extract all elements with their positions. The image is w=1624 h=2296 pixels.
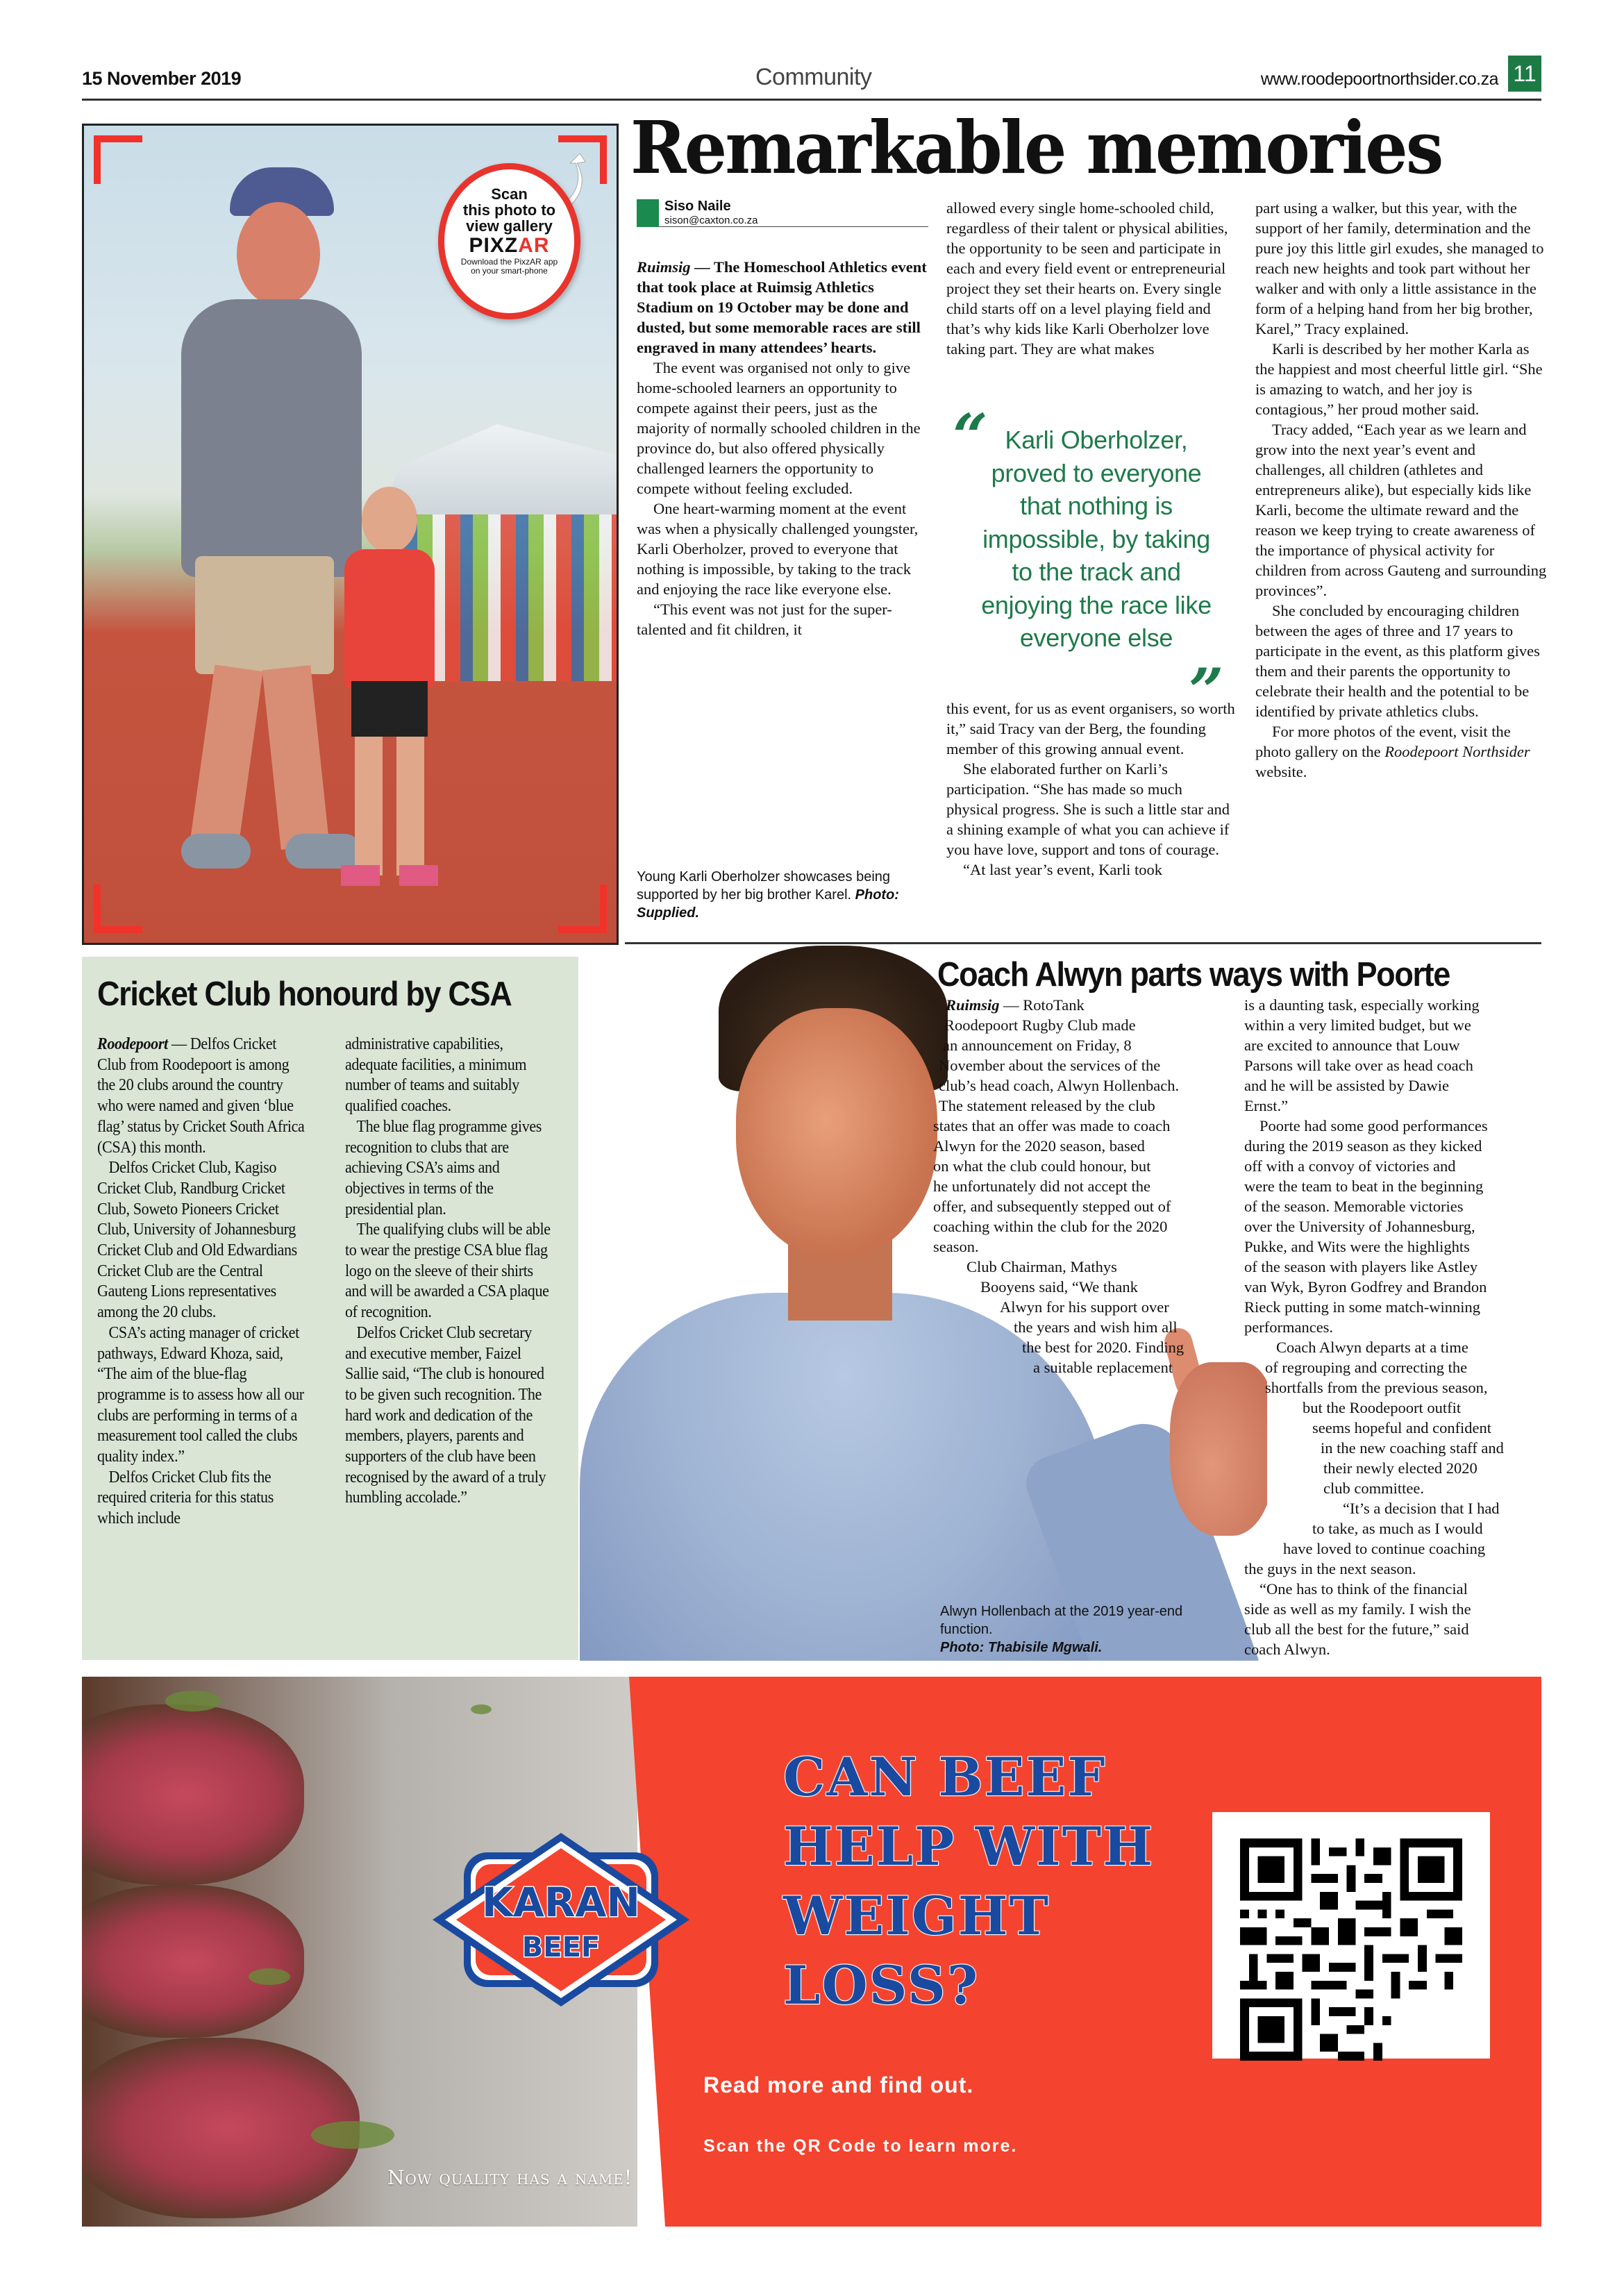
badge-line-1: Scan <box>491 185 528 203</box>
paragraph: “This event was not just for the super-talented and fit children, it <box>637 601 892 638</box>
article-line: of regrouping and correcting the <box>1265 1359 1468 1376</box>
girl-figure <box>334 487 452 889</box>
paragraph: The blue flag programme gives recognition to clubs that are achieving CSA’s aims and objectives in terms of the presidential plan. <box>345 1117 542 1218</box>
article-line: Ernst.” <box>1244 1097 1289 1114</box>
advert-tagline: Now quality has a name! <box>387 2166 633 2189</box>
byline-marker-icon <box>637 199 659 227</box>
paragraph: CSA’s acting manager of cricket pathways, Edward Khoza, said, “The aim of the blue-flag programme is to assess how all our clubs are performing in terms of a measurement tool called the clubs quality index.” <box>97 1323 304 1466</box>
article-line: he unfortunately did not accept the <box>933 1178 1151 1195</box>
paragraph: Karli is described by her mother Karla as the happiest and most cheerful little girl. “She is amazing to watch, and her joy is contagious,” her proud mother said. <box>1255 340 1543 418</box>
badge-line-2: this photo to <box>462 201 556 219</box>
open-quote-icon: “ <box>953 400 988 472</box>
article-line: of the season with players like Astley <box>1244 1258 1478 1275</box>
pixzar-logo: PIXZAR <box>469 234 550 257</box>
article-line: Poorte had some good performances <box>1259 1117 1488 1134</box>
paragraph: part using a walker, but this year, with the support of her family, determination and the pure joy this little girl exudes, she managed to reach new heights and took part without her walker and with only a little assistance in the form of a helping hand from her big brother, Karel,” Tracy explained. <box>1255 199 1544 337</box>
article2-column-2 <box>345 1034 556 1509</box>
headline-remarkable-memories: Remarkable memories <box>630 105 1442 190</box>
article1-column-1 <box>637 257 927 639</box>
paragraph: She concluded by encouraging children between the ages of three and 17 years to participate in the event, as this platform gives them and their parents the opportunity to celebrate their health and the potential to be identified by private athletics clubs. <box>1255 602 1540 720</box>
photo1-caption: Young Karli Oberholzer showcases being supported by her big brother Karel. Photo: Supplied. <box>637 869 899 921</box>
qr-code-card[interactable] <box>1212 1812 1490 2059</box>
article-line: over the University of Johannesburg, <box>1244 1218 1475 1235</box>
article-line: Booyens said, “We thank <box>980 1278 1138 1296</box>
badge-subtext: Download the PixzAR app on your smart-phone <box>460 257 558 276</box>
article-line: are excited to announce that Louw <box>1244 1037 1460 1054</box>
paragraph: One heart-warming moment at the event was when a physically challenged youngster, Karli Oberholzer, proved to everyone that nothing is impossible, by taking to the track and enjoying the race like everyone else. <box>637 500 919 598</box>
advert-subline-scan: Scan the QR Code to learn more. <box>703 2136 1018 2156</box>
article-line: the years and wish him all <box>1014 1318 1178 1336</box>
article-line: is a daunting task, especially working <box>1244 996 1480 1014</box>
paragraph: Delfos Cricket Club secretary and executive member, Faizel Sallie said, “The club is honoured to be given such recognition. The hard work and dedication of the members, players, parents and supporters of the club have been recognised by the award of a truly humbling accolade.” <box>345 1323 546 1507</box>
article-line: an announcement on Friday, 8 <box>943 1037 1132 1054</box>
article-line: to take, as much as I would <box>1312 1520 1483 1537</box>
article-line: Parsons will take over as head coach <box>1244 1057 1473 1074</box>
paragraph: administrative capabilities, adequate facilities, a minimum number of teams and suitably qualified coaches. <box>345 1035 527 1116</box>
badge-line-3: view gallery <box>466 217 553 235</box>
article-line: Rieck putting in some match-winning <box>1244 1298 1480 1316</box>
article-line: Club Chairman, Mathys <box>966 1258 1117 1275</box>
page-number: 11 <box>1508 56 1541 92</box>
article-line: and he will be assisted by Dawie <box>1244 1077 1449 1094</box>
section-name: Community <box>755 64 872 90</box>
author-name: Siso Naile <box>664 199 731 214</box>
hand-graphic <box>1170 1362 1267 1536</box>
paragraph: this event, for us as event organisers, so worth it,” said Tracy van der Berg, the founding member of this growing annual event. <box>946 700 1235 757</box>
article2-lead: Roodepoort — Delfos Cricket Club from Roodepoort is among the 20 clubs around the country who were named and given ‘blue flag’ status by Cricket South Africa (CSA) this month. <box>97 1035 305 1157</box>
article-line: the best for 2020. Finding <box>1022 1339 1184 1356</box>
advert-headline: CAN BEEF HELP WITH WEIGHT LOSS? <box>783 1746 1155 2016</box>
paragraph: The qualifying clubs will be able to wear the prestige CSA blue flag logo on the sleeve of their shirts and will be awarded a CSA plaque of recognition. <box>345 1221 551 1322</box>
article-line: club’s head coach, Alwyn Hollenbach. <box>939 1077 1180 1094</box>
article1-column-2 <box>946 198 1238 359</box>
article-line: club all the best for the future,” said <box>1244 1620 1469 1638</box>
article1-column-3 <box>1255 198 1547 782</box>
article-line: off with a convoy of victories and <box>1244 1157 1456 1175</box>
author-email[interactable]: sison@caxton.co.za <box>664 215 758 226</box>
article-line: during the 2019 season as they kicked <box>1244 1137 1482 1155</box>
article-line: Pukke, and Wits were the highlights <box>1244 1238 1470 1255</box>
article-line: “One has to think of the financial <box>1259 1580 1468 1598</box>
article-line: Coach Alwyn departs at a time <box>1276 1339 1468 1356</box>
pull-quote-text: Karli Oberholzer, proved to everyone that nothing is impossible, by taking to the track and enjoying the race like everyone else <box>981 426 1212 652</box>
photo-credit: Photo: Thabisile Mgwali. <box>940 1640 1103 1655</box>
paragraph: allowed every single home-schooled child, regardless of their talent or physical abilities, the opportunity to be seen and participate in each and every field event or entrepreneurial project they set their hearts on. Every single child starts off on a level playing field and that’s why kids like Karli Oberholzer love taking part. They are what makes <box>946 199 1228 358</box>
article1-column-2-continued <box>946 698 1238 880</box>
pull-quote <box>946 417 1238 694</box>
cricket-article-box <box>82 957 578 1660</box>
paragraph: Tracy added, “Each year as we learn and grow into the next year’s event and challenges, all children (athletes and entrepreneurs alike), but especially kids like Karli, become the ultimate reward and the reason we keep trying to create awareness of the importance of physical activity for children from across Gauteng and surrounding provinces”. <box>1255 421 1547 599</box>
article-line: states that an offer was made to coach <box>933 1117 1171 1134</box>
headline-cricket-club: Cricket Club honourd by CSA <box>97 975 512 1013</box>
svg-text:BEEF: BEEF <box>521 1932 601 1963</box>
article-line: club committee. <box>1323 1480 1424 1497</box>
headline-coach-alwyn: Coach Alwyn parts ways with Poorte <box>937 956 1450 994</box>
article-line: of the season. Memorable victories <box>1244 1198 1464 1215</box>
article-line: Ruimsig — RotoTank <box>946 996 1085 1014</box>
scan-frame-corner-icon <box>558 885 607 933</box>
article-line: coach Alwyn. <box>1244 1641 1330 1658</box>
article-line: Roodepoort Rugby Club made <box>944 1016 1136 1034</box>
article-line: season. <box>933 1238 979 1255</box>
article-line: were the team to beat in the beginning <box>1244 1178 1484 1195</box>
article-line: The statement released by the club <box>939 1097 1155 1114</box>
article-line: their newly elected 2020 <box>1323 1459 1477 1477</box>
athletics-photo[interactable] <box>82 124 619 945</box>
article-line: offer, and subsequently stepped out of <box>933 1198 1171 1215</box>
svg-text:KARAN: KARAN <box>482 1879 640 1926</box>
paragraph: Delfos Cricket Club fits the required criteria for this status which include <box>97 1468 274 1528</box>
photo-credit: Photo: Supplied. <box>637 887 899 921</box>
article-line: seems hopeful and confident <box>1312 1419 1492 1436</box>
article-line: shortfalls from the previous season, <box>1265 1379 1488 1396</box>
paragraph: For more photos of the event, visit the photo gallery on the Roodepoort Northsider website. <box>1255 723 1530 780</box>
byline <box>637 199 928 227</box>
article-line: on what the club could honour, but <box>933 1157 1151 1175</box>
paragraph: The event was organised not only to give home-schooled learners an opportunity to compete against their peers, just as the majority of normally schooled children in the province do, but also offered physically challenged learners the opportunity to compete without feeling excluded. <box>637 359 921 497</box>
article-line: performances. <box>1244 1318 1334 1336</box>
article-line: a suitable replacement <box>1033 1359 1173 1376</box>
article-line: “It’s a decision that I had <box>1343 1500 1500 1517</box>
article-line: Alwyn for the 2020 season, based <box>933 1137 1145 1155</box>
scan-frame-corner-icon <box>94 885 142 933</box>
karan-beef-logo <box>433 1833 689 2006</box>
qr-code-icon <box>1240 1838 1462 2061</box>
paragraph: She elaborated further on Karli’s participation. “She has made so much physical progress. She is such a little star and a shining example of what you can achieve if you have love, support and tons of courage. <box>946 760 1230 858</box>
scan-frame-corner-icon <box>94 135 142 184</box>
face-graphic <box>736 1008 937 1258</box>
article-line: Alwyn for his support over <box>1000 1298 1169 1316</box>
coach-photo-caption: Alwyn Hollenbach at the 2019 year-end function. Photo: Thabisile Mgwali. <box>940 1602 1204 1657</box>
article-line: coaching within the club for the 2020 <box>933 1218 1168 1235</box>
header-divider <box>82 99 1541 101</box>
karan-beef-advert[interactable] <box>82 1677 1541 2227</box>
article-line: within a very limited budget, but we <box>1244 1016 1471 1034</box>
article-line: side as well as my family. I wish the <box>1244 1600 1471 1618</box>
article-line: have loved to continue coaching <box>1283 1540 1486 1557</box>
page-header <box>82 61 1541 96</box>
pixzar-scan-badge[interactable] <box>438 163 580 319</box>
article-line: in the new coaching staff and <box>1321 1439 1504 1457</box>
advert-subline-read-more: Read more and find out. <box>703 2072 974 2097</box>
issue-date: 15 November 2019 <box>82 68 242 89</box>
article-line: the guys in the next season. <box>1244 1560 1416 1577</box>
article1-lead: Ruimsig — The Homeschool Athletics event that took place at Ruimsig Athletics Stadium on 19 October may be done and dusted, but some memorable races are still engraved in many attendees’ hearts. <box>637 258 927 356</box>
article-line: van Wyk, Byron Godfrey and Brandon <box>1244 1278 1487 1296</box>
article-line: but the Roodepoort outfit <box>1303 1399 1462 1416</box>
paragraph: Delfos Cricket Club, Kagiso Cricket Club, Randburg Cricket Club, Soweto Pioneers Cricket Club, University of Johannesburg Cricket Club and Old Edwardians Cricket Club are the Central Gauteng Lions representatives among the 20 clubs. <box>97 1159 297 1322</box>
close-quote-icon: ” <box>1189 655 1224 727</box>
section-divider <box>625 942 1541 944</box>
website-link[interactable]: www.roodepoortnorthsider.co.za <box>1260 69 1498 89</box>
paragraph: “At last year’s event, Karli took <box>963 861 1162 878</box>
article2-column-1 <box>97 1034 308 1530</box>
article-line: November about the services of the <box>939 1057 1161 1074</box>
